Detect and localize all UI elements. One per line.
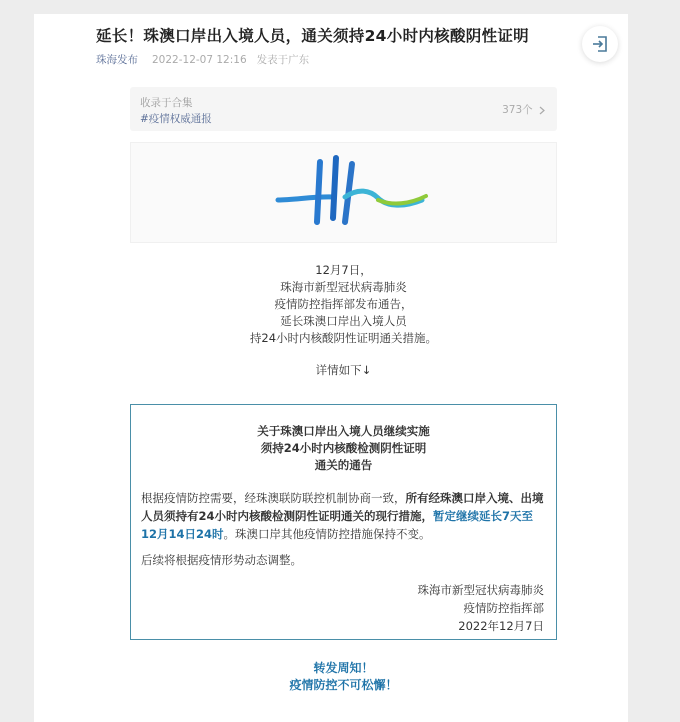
footer-line: 疫情防控不可松懈！ bbox=[289, 678, 398, 692]
intro-line: 持24小时内核酸阴性证明通关措施。 bbox=[249, 331, 438, 345]
notice-body-plain: 根据疫情防控需要，经珠澳联防联控机制协商一致， bbox=[141, 491, 406, 505]
notice-body bbox=[141, 489, 546, 543]
collection-tag[interactable]: #疫情权威通报 bbox=[140, 113, 212, 125]
notice-body-bold: 所有经珠澳口岸入境、出境人员须持有24小时内核酸检测阴性证明通关的现行措施， bbox=[141, 491, 544, 523]
publish-time: 2022-12-07 12:16 bbox=[152, 54, 247, 66]
footer-line: 转发周知！ bbox=[313, 661, 374, 675]
notice-title-line: 须持24小时内核酸检测阴性证明 bbox=[260, 441, 427, 455]
intro-line: 延长珠澳口岸出入境人员 bbox=[280, 314, 407, 328]
collection-card[interactable] bbox=[130, 87, 557, 131]
notice-title-line: 通关的通告 bbox=[314, 458, 373, 472]
exit-button[interactable] bbox=[582, 26, 618, 62]
signature-date: 2022年12月7日 bbox=[458, 619, 544, 633]
exit-icon bbox=[591, 35, 609, 53]
collection-count-text: 373个 bbox=[502, 104, 533, 116]
notice-signature bbox=[418, 581, 545, 635]
details-prompt: 详情如下↓ bbox=[315, 363, 372, 377]
footer-callout bbox=[130, 660, 557, 694]
intro-text bbox=[130, 262, 557, 379]
notice-body-highlight: 暂定继续延长7天至12月14日24时 bbox=[141, 509, 534, 541]
intro-line: 疫情防控指挥部发布通告， bbox=[274, 297, 413, 311]
author-link[interactable]: 珠海发布 bbox=[96, 54, 138, 66]
article-meta bbox=[96, 52, 309, 67]
intro-line: 12月7日， bbox=[315, 263, 372, 277]
signature-line: 珠海市新型冠状病毒肺炎 bbox=[417, 583, 544, 597]
notice-box bbox=[130, 404, 557, 640]
signature-line: 疫情防控指挥部 bbox=[463, 601, 544, 615]
collection-count bbox=[502, 102, 545, 117]
notice-title-line: 关于珠澳口岸出入境人员继续实施 bbox=[257, 424, 430, 438]
article-title: 延长！珠澳口岸出入境人员，通关须持24小时内核酸阴性证明 bbox=[96, 27, 529, 45]
banner-image bbox=[130, 142, 557, 243]
notice-body-tail: 。珠澳口岸其他疫情防控措施保持不变。 bbox=[223, 527, 431, 541]
collection-label: 收录于合集 bbox=[140, 97, 193, 109]
notice-followup: 后续将根据疫情形势动态调整。 bbox=[141, 553, 302, 567]
logo-image bbox=[130, 142, 557, 243]
chevron-right-icon bbox=[539, 106, 545, 115]
publish-location: 发表于广东 bbox=[256, 54, 310, 66]
intro-line: 珠海市新型冠状病毒肺炎 bbox=[280, 280, 407, 294]
notice-title bbox=[131, 423, 556, 474]
